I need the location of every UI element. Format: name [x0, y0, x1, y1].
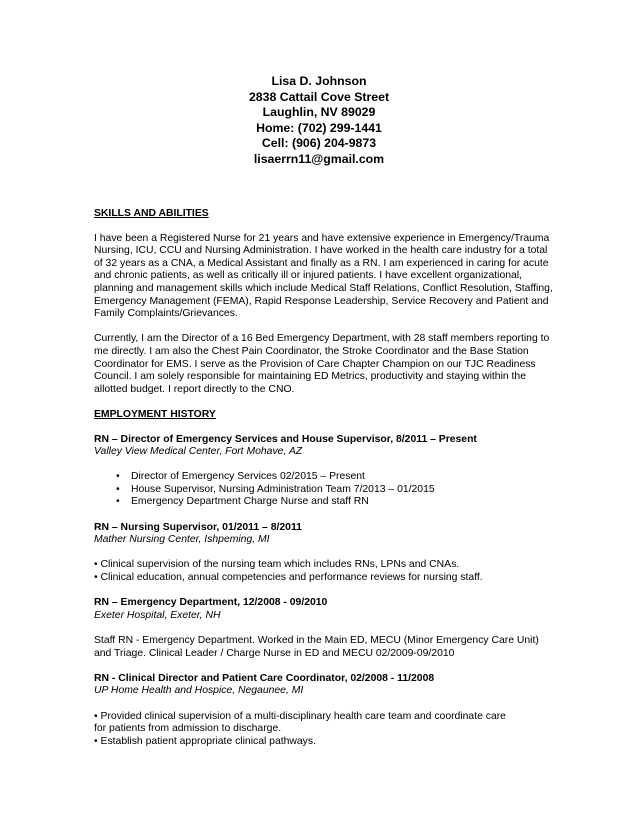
bullet-icon: • [116, 483, 120, 495]
job-title: RN – Nursing Supervisor, 01/2011 – 8/2011 [94, 521, 302, 533]
job-title: RN – Emergency Department, 12/2008 - 09/2010 [94, 597, 328, 609]
home-phone: Home: (702) 299-1441 [256, 120, 382, 135]
job-detail-line: • Provided clinical supervision of a multi-disciplinary health care team and coordinate care [94, 710, 506, 722]
list-item: • Emergency Department Charge Nurse and staff RN [116, 496, 369, 508]
street-address: 2838 Cattail Cove Street [248, 89, 390, 104]
job-detail-line: • Clinical supervision of the nursing team which includes RNs, LPNs and CNAs. [94, 559, 460, 571]
candidate-name: Lisa D. Johnson [271, 74, 367, 88]
job-entry [94, 597, 554, 660]
job-organization: Mather Nursing Center, Ishpeming, MI [94, 534, 270, 546]
job-bullet-list [94, 471, 554, 509]
list-item: • Director of Emergency Services 02/2015 – Present [116, 471, 365, 483]
employment-section-title: EMPLOYMENT HISTORY [94, 408, 216, 420]
job-detail-line: for patients from admission to discharge. [94, 723, 282, 735]
email-address: lisaerrn11@gmail.com [253, 151, 385, 166]
skills-section-title: SKILLS AND ABILITIES [94, 208, 209, 219]
job-title: RN - Clinical Director and Patient Care Coordinator, 02/2008 - 11/2008 [94, 672, 435, 684]
job-title: RN – Director of Emergency Services and House Supervisor, 8/2011 – Present [94, 433, 477, 445]
job-detail-line: • Clinical education, annual competencies and performance reviews for nursing staff. [94, 572, 483, 584]
list-item: • House Supervisor, Nursing Administration Team 7/2013 – 01/2015 [116, 483, 435, 495]
job-organization: Valley View Medical Center, Fort Mohave, AZ [94, 446, 303, 458]
skills-paragraph-2: Currently, I am the Director of a 16 Bed Emergency Department, with 28 staff members reporting to me directly. I am also the Chest Pain Coordinator, the Stroke Coordinator and the Base Station Coordinator for EMS. I serve as the Provision of Care Chapter Champion on our TJC Readiness Council. I am solely responsible for maintaining ED Metrics, productivity and staying within the allotted budget. I report directly to the CNO. [94, 333, 550, 395]
job-entry [94, 434, 554, 510]
bullet-icon: • [116, 496, 120, 508]
job-entry [94, 522, 554, 585]
skills-paragraph-1: I have been a Registered Nurse for 21 years and have extensive experience in Emergency/Trauma Nursing, ICU, CCU and Nursing Administration. I have worked in the health care industry for a total of 32 years as a CNA, a Medical Assistant and finally as a RN. I am experienced in caring for acute and chronic patients, as well as critically ill or injured patients. I have excellent organizational, planning and management skills which include Medical Staff Relations, Conflict Resolution, Staffing, Emergency Management (FEMA), Rapid Response Leadership, Service Recovery and Patient and Family Complaints/Grievances. [94, 232, 553, 320]
job-description: Staff RN - Emergency Department. Worked in the Main ED, MECU (Minor Emergency Care Unit) and Triage. Clinical Leader / Charge Nurse in ED and MECU 02/2009-09/2010 [94, 635, 539, 659]
job-organization: UP Home Health and Hospice, Negaunee, MI [94, 685, 304, 697]
job-organization: Exeter Hospital, Exeter, NH [94, 609, 221, 621]
bullet-icon: • [116, 471, 120, 483]
cell-phone: Cell: (906) 204-9873 [261, 136, 377, 151]
city-state-zip: Laughlin, NV 89029 [262, 105, 376, 120]
job-entry [94, 673, 554, 749]
contact-header [0, 74, 638, 168]
resume-body [94, 208, 554, 761]
job-detail-line: • Establish patient appropriate clinical pathways. [94, 735, 316, 747]
